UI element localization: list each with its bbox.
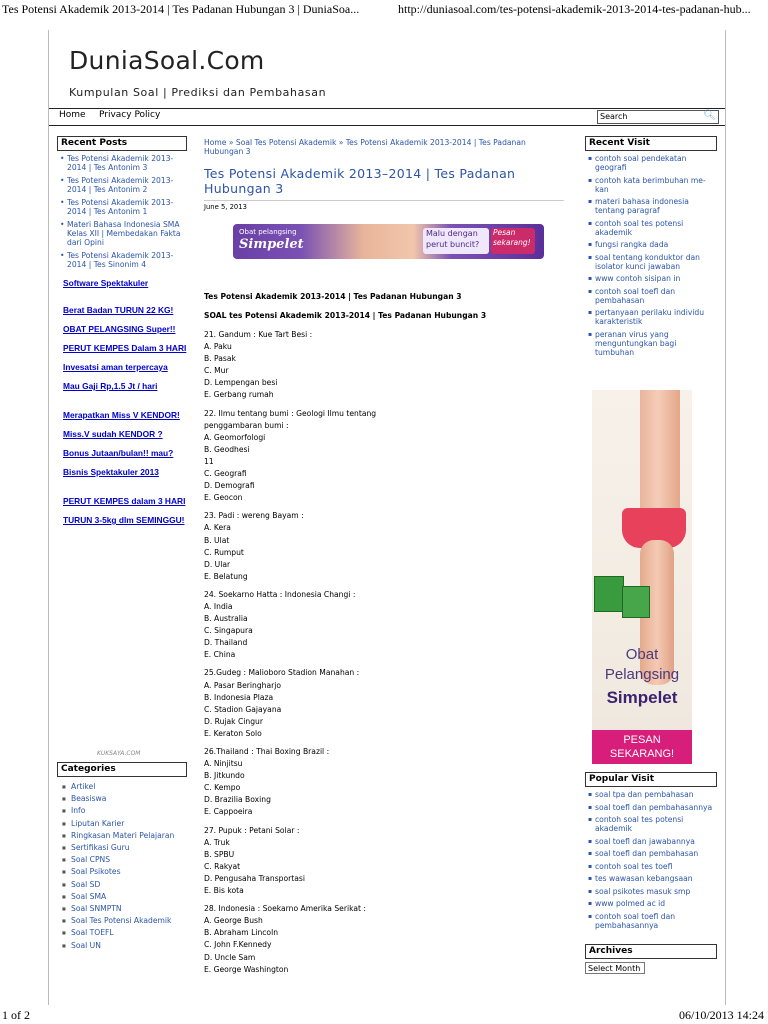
print-title: Tes Potensi Akademik 2013-2014 | Tes Padanan Hubungan 3 | DuniaSoa... xyxy=(2,2,360,16)
archives-select[interactable]: Select Month xyxy=(585,962,645,974)
print-header xyxy=(0,0,768,20)
ad-link[interactable]: Bonus Jutaan/bulan!! mau? xyxy=(63,448,174,458)
popular-visit-list xyxy=(585,790,717,930)
ad-text: Pelangsing xyxy=(604,666,680,683)
banner-line1: Obat pelangsing xyxy=(239,228,297,236)
ad-link[interactable]: OBAT PELANGSING Super!! xyxy=(63,324,176,334)
popular-visit-link[interactable]: ▪ contoh soal tes potensi akademik xyxy=(585,815,717,833)
answer-option: D. Ular xyxy=(204,559,231,569)
sidebar-banner-ad[interactable] xyxy=(592,390,692,764)
question-item xyxy=(204,903,564,976)
category-link[interactable]: ■ Ringkasan Materi Pelajaran xyxy=(57,830,187,842)
question-item xyxy=(204,746,564,819)
post-content xyxy=(204,138,564,974)
product-box-icon xyxy=(622,586,650,618)
answer-option: B. Jitkundo xyxy=(204,771,245,781)
ad-link[interactable]: Berat Badan TURUN 22 KG! xyxy=(63,305,174,315)
category-link[interactable]: ■ Sertifikasi Guru xyxy=(57,842,187,854)
answer-option: C. John F.Kennedy xyxy=(204,940,272,950)
answer-option: A. India xyxy=(204,601,233,611)
question-item xyxy=(204,825,564,898)
question-list xyxy=(204,329,564,982)
nav-home-link[interactable]: Home xyxy=(59,110,86,120)
ad-brand: Simpelet xyxy=(606,688,678,707)
answer-option: D. Pengusaha Transportasi xyxy=(204,873,305,883)
popular-visit-link[interactable]: ▪ soal toefl dan pembahasan xyxy=(585,849,717,858)
category-link[interactable]: ■ Soal SNMPTN xyxy=(57,903,187,915)
recent-post-link[interactable]: • Tes Potensi Akademik 2013-2014 | Tes Sinonim 4 xyxy=(57,251,187,269)
recent-visit-link[interactable]: ▪ materi bahasa indonesia tentang paragraf xyxy=(585,197,717,215)
recent-visit-link[interactable]: ▪ www contoh sisipan in xyxy=(585,274,717,283)
answer-option: D. Brazilia Boxing xyxy=(204,795,271,805)
ad-link[interactable]: Miss.V sudah KENDOR ? xyxy=(63,429,163,439)
recent-post-link[interactable]: • Tes Potensi Akademik 2013-2014 | Tes Antonim 1 xyxy=(57,198,187,216)
answer-option: 11 xyxy=(204,456,214,466)
recent-post-link[interactable]: • Tes Potensi Akademik 2013-2014 | Tes Antonim 3 xyxy=(57,154,187,172)
answer-option: C. Geografi xyxy=(204,469,247,479)
post-subheading: SOAL tes Potensi Akademik 2013-2014 | Tes Padanan Hubungan 3 xyxy=(204,311,487,320)
print-url: http://duniasoal.com/tes-potensi-akademik-2013-2014-tes-padanan-hub... xyxy=(398,2,751,16)
popular-visit-link[interactable]: ▪ soal psikotes masuk smp xyxy=(585,887,717,896)
nav-privacy-link[interactable]: Privacy Policy xyxy=(99,110,161,120)
post-date: June 5, 2013 xyxy=(204,203,247,211)
answer-option: B. Indonesia Plaza xyxy=(204,692,274,702)
category-link[interactable]: ■ Soal SMA xyxy=(57,891,187,903)
left-sidebar xyxy=(57,136,187,950)
recent-visit-link[interactable]: ▪ peranan virus yang menguntungkan bagi tumbuhan xyxy=(585,330,717,357)
popular-visit-link[interactable]: ▪ contoh soal toefl dan pembahasannya xyxy=(585,912,717,930)
answer-option: B. Pasak xyxy=(204,354,236,364)
kuksaya-logo[interactable]: KUKSAYA.COM xyxy=(97,750,141,757)
answer-option: A. Pasar Beringharjo xyxy=(204,680,282,690)
ad-cta-line: SEKARANG! xyxy=(609,748,675,760)
answer-option: D. Rujak Cingur xyxy=(204,716,263,726)
category-link[interactable]: ■ Soal Tes Potensi Akademik xyxy=(57,915,187,927)
search-placeholder: Search xyxy=(600,112,628,121)
answer-option: B. Australia xyxy=(204,614,248,624)
answer-option: C. Singapura xyxy=(204,626,253,636)
answer-option: A. George Bush xyxy=(204,916,263,926)
popular-visit-link[interactable]: ▪ contoh soal tes toefl xyxy=(585,862,717,871)
category-link[interactable]: ■ Soal CPNS xyxy=(57,854,187,866)
answer-option: C. Kempo xyxy=(204,783,241,793)
answer-option: A. Ninjitsu xyxy=(204,759,243,769)
print-page-number: 1 of 2 xyxy=(2,1008,30,1022)
ad-link[interactable]: Software Spektakuler xyxy=(63,278,149,288)
answer-option: C. Stadion Gajayana xyxy=(204,704,282,714)
answer-option: E. George Washington xyxy=(204,964,289,974)
popular-visit-link[interactable]: ▪ www polmed ac id xyxy=(585,899,717,908)
site-title[interactable]: DuniaSoal.Com xyxy=(69,46,265,75)
answer-option: A. Geomorfologi xyxy=(204,432,266,442)
answer-option: D. Uncle Sam xyxy=(204,952,256,962)
question-text: 22. Ilmu tentang bumi : Geologi Ilmu tentang penggambaran bumi : xyxy=(204,408,377,430)
popular-visit-link[interactable]: ▪ tes wawasan kebangsaan xyxy=(585,874,717,883)
recent-posts-list xyxy=(57,154,187,269)
recent-visit-heading: Recent Visit xyxy=(585,136,717,151)
category-link[interactable]: ■ Soal Psikotes xyxy=(57,866,187,878)
answer-option: B. Ulat xyxy=(204,535,230,545)
question-text: 27. Pupuk : Petani Solar : xyxy=(204,825,300,835)
site-tagline: Kumpulan Soal | Prediksi dan Pembahasan xyxy=(69,86,327,99)
right-sidebar xyxy=(585,136,717,973)
recent-visit-link[interactable]: ▪ contoh soal toefl dan pembahasan xyxy=(585,287,717,305)
answer-option: A. Kera xyxy=(204,523,231,533)
print-datetime: 06/10/2013 14:24 xyxy=(678,1008,764,1022)
question-item xyxy=(204,329,564,402)
archives-heading: Archives xyxy=(585,944,717,959)
category-link[interactable]: ■ Beasiswa xyxy=(57,793,187,805)
page-frame xyxy=(48,30,726,1005)
answer-option: C. Rakyat xyxy=(204,861,241,871)
title-divider xyxy=(204,200,564,201)
popular-visit-heading: Popular Visit xyxy=(585,772,717,787)
question-text: 24. Soekarno Hatta : Indonesia Changi : xyxy=(204,589,356,599)
popular-visit-link[interactable]: ▪ soal toefl dan jawabannya xyxy=(585,837,717,846)
answer-option: C. Mur xyxy=(204,366,229,376)
recent-visit-link[interactable]: ▪ pertanyaan perilaku individu karakteristik xyxy=(585,308,717,326)
question-text: 26.Thailand : Thai Boxing Brazil : xyxy=(204,747,330,756)
recent-post-link[interactable]: • Tes Potensi Akademik 2013-2014 | Tes Antonim 2 xyxy=(57,176,187,194)
question-item xyxy=(204,408,564,505)
answer-option: D. Thailand xyxy=(204,638,248,648)
ad-link[interactable]: Mau Gaji Rp,1.5 Jt / hari xyxy=(63,381,158,391)
popular-visit-link[interactable]: ▪ soal toefl dan pembahasannya xyxy=(585,803,717,812)
question-text: 21. Gandum : Kue Tart Besi : xyxy=(204,330,313,339)
answer-option: E. Cappoeira xyxy=(204,807,253,817)
post-heading: Tes Potensi Akademik 2013-2014 | Tes Padanan Hubungan 3 xyxy=(204,292,462,301)
categories-list xyxy=(57,781,187,952)
text-ads xyxy=(57,278,187,525)
popular-visit-link[interactable]: ▪ soal tpa dan pembahasan xyxy=(585,790,717,799)
ad-link[interactable]: Bisnis Spektakuler 2013 xyxy=(63,467,159,477)
banner-ad[interactable] xyxy=(233,224,544,259)
banner-cta[interactable]: Pesan sekarang! xyxy=(491,228,535,254)
archives-widget xyxy=(585,944,717,974)
search-input[interactable] xyxy=(597,110,719,124)
question-text: 28. Indonesia : Soekarno Amerika Serikat : xyxy=(204,904,366,914)
category-link[interactable]: ■ Soal TOEFL xyxy=(57,927,187,939)
post-title[interactable]: Tes Potensi Akademik 2013–2014 | Tes Padanan Hubungan 3 xyxy=(204,166,516,196)
answer-option: B. Abraham Lincoln xyxy=(204,928,279,938)
breadcrumb[interactable]: Home » Soal Tes Potensi Akademik » Tes Potensi Akademik 2013-2014 | Tes Padanan Hubungan 3 xyxy=(204,138,526,156)
answer-option: D. Demografi xyxy=(204,481,255,491)
search-icon[interactable]: 🔍︎ xyxy=(703,110,716,121)
category-link[interactable]: ■ Info xyxy=(57,805,187,817)
category-link[interactable]: ■ Liputan Karier xyxy=(57,818,187,830)
recent-visit-list xyxy=(585,154,717,357)
answer-option: D. Lempengan besi xyxy=(204,378,278,388)
categories-heading: Categories xyxy=(57,762,187,777)
ad-figure-torso xyxy=(640,390,680,520)
question-text: 25.Gudeg : Malioboro Stadion Manahan : xyxy=(204,668,360,678)
answer-option: B. Geodhesi xyxy=(204,444,250,454)
category-link[interactable]: ■ Artikel xyxy=(57,781,187,793)
ad-link[interactable]: TURUN 3-5kg dlm SEMINGGU! xyxy=(63,515,185,525)
question-item xyxy=(204,667,564,740)
ad-cta-line: PESAN xyxy=(623,734,661,746)
answer-option: E. Belatung xyxy=(204,571,248,581)
recent-visit-link[interactable]: ▪ contoh soal pendekatan geografi xyxy=(585,154,717,172)
recent-visit-link[interactable]: ▪ contoh kata berimbuhan me-kan xyxy=(585,176,717,194)
question-item xyxy=(204,589,564,662)
question-item xyxy=(204,510,564,583)
banner-line2: Simpelet xyxy=(239,237,304,252)
category-link[interactable]: ■ Soal UN xyxy=(57,940,187,952)
ad-link[interactable]: Merapatkan Miss V KENDOR! xyxy=(63,410,180,420)
question-text: 23. Padi : wereng Bayam : xyxy=(204,511,304,521)
ad-link[interactable]: PERUT KEMPES dalam 3 HARI xyxy=(63,496,186,506)
recent-visit-link[interactable]: ▪ soal tentang konduktor dan isolator kunci jawaban xyxy=(585,253,717,271)
recent-post-link[interactable]: • Materi Bahasa Indonesia SMA Kelas XII | Membedakan Fakta dari Opini xyxy=(57,220,187,247)
categories-widget xyxy=(57,762,187,952)
product-box-icon xyxy=(594,576,624,612)
answer-option: E. China xyxy=(204,650,236,660)
answer-option: A. Truk xyxy=(204,837,230,847)
popular-visit-widget xyxy=(585,772,717,933)
answer-option: E. Keraton Solo xyxy=(204,728,262,738)
category-link[interactable]: ■ Soal SD xyxy=(57,879,187,891)
ad-text: Obat xyxy=(625,646,659,663)
answer-option: B. SPBU xyxy=(204,849,235,859)
answer-option: E. Bis kota xyxy=(204,886,244,896)
answer-option: A. Paku xyxy=(204,342,232,352)
banner-question: Malu dengan perut buncit? xyxy=(423,228,489,254)
ad-order-button[interactable] xyxy=(592,730,692,764)
ad-link[interactable]: PERUT KEMPES Dalam 3 HARI xyxy=(63,343,187,353)
recent-posts-heading: Recent Posts xyxy=(57,136,187,151)
ad-link[interactable]: Invesatsi aman terpercaya xyxy=(63,362,168,372)
answer-option: C. Rumput xyxy=(204,547,244,557)
answer-option: E. Geocon xyxy=(204,493,243,503)
answer-option: E. Gerbang rumah xyxy=(204,390,274,400)
recent-visit-link[interactable]: ▪ fungsi rangka dada xyxy=(585,240,717,249)
recent-visit-link[interactable]: ▪ contoh soal tes potensi akademik xyxy=(585,219,717,237)
